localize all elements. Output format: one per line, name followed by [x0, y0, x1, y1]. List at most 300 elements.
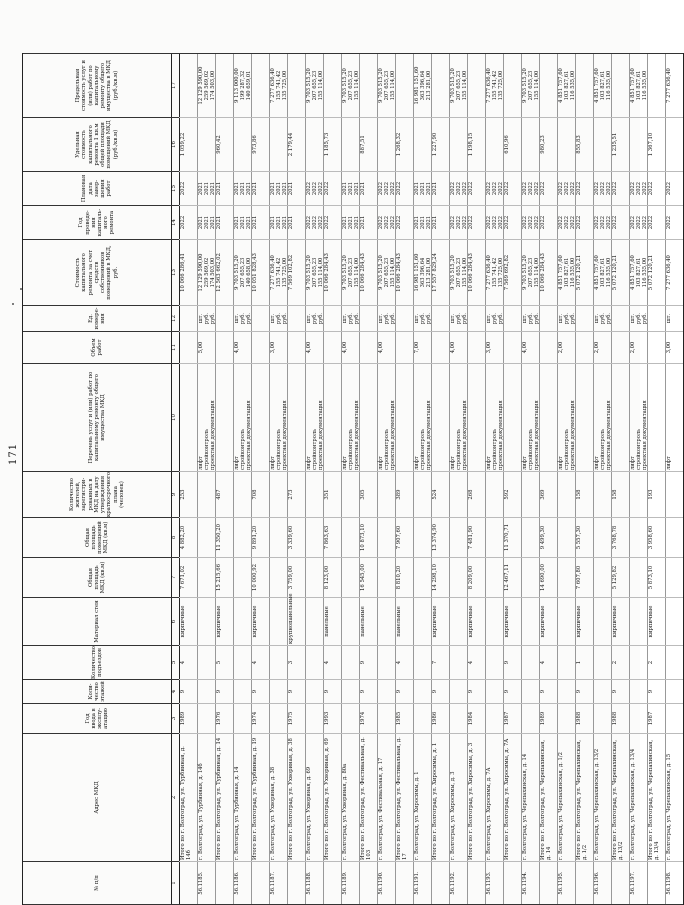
table-cell: 2021 2021 2021: [197, 205, 215, 239]
column-number: 13: [170, 239, 179, 305]
table-cell: панельные: [395, 597, 413, 645]
table-cell: [179, 305, 197, 331]
table-cell: [269, 703, 287, 733]
table-cell: 2022 2022 2022: [485, 205, 503, 239]
table-cell: 1 235,51: [611, 117, 629, 171]
table-cell: 56.1194.: [521, 861, 539, 905]
table-cell: 389: [395, 471, 413, 517]
table-cell: Итого по г. Волгоград, ул. Черепахинская, д. 1/2: [575, 733, 593, 861]
table-cell: 2022: [467, 171, 485, 205]
table-cell: 10 066 284,43: [539, 239, 557, 305]
column-number: 11: [170, 331, 179, 363]
table-cell: 2021: [287, 205, 305, 239]
table-cell: 9 703 515,20 207 655,23 155 114,00: [521, 239, 539, 305]
column-header: Количество жителей, зарегистри-рованных в МКД на дату утверждения краткосрочного плана (человек): [23, 471, 171, 517]
table-cell: 12 129 590,00 259 569,02 174 503,00: [197, 239, 215, 305]
table-cell: [269, 679, 287, 703]
table-cell: [629, 679, 647, 703]
table-cell: 351: [323, 471, 341, 517]
table-cell: 1974: [359, 703, 377, 733]
table-cell: 3,00: [665, 331, 683, 363]
table-cell: 9 499,30: [539, 517, 557, 557]
table-cell: 253: [179, 471, 197, 517]
table-cell: 2022 2022 2022: [305, 205, 323, 239]
table-cell: 2021: [431, 205, 449, 239]
table-cell: [359, 861, 377, 905]
table-cell: кирпичные: [251, 597, 269, 645]
table-cell: [575, 331, 593, 363]
table-cell: [341, 645, 359, 679]
table-cell: 158: [575, 471, 593, 517]
table-cell: 9 703 515,20 207 655,23 155 114,00: [341, 53, 359, 117]
table-cell: [467, 305, 485, 331]
table-cell: 9: [503, 645, 521, 679]
table-cell: кирпичные: [179, 597, 197, 645]
table-cell: 193: [647, 471, 665, 517]
table-cell: [233, 597, 251, 645]
table-cell: 2: [611, 645, 629, 679]
table-cell: 708: [251, 471, 269, 517]
table-cell: 9 703 515,20 207 655,23 155 114,00: [305, 53, 323, 117]
table-cell: 56.1193.: [485, 861, 503, 905]
table-cell: [629, 117, 647, 171]
table-cell: [341, 517, 359, 557]
table-cell: [611, 363, 629, 471]
table-cell: 2021: [251, 171, 269, 205]
table-cell: 610,96: [503, 117, 521, 171]
table-cell: 10 873,10: [359, 517, 377, 557]
table-cell: 5 072 120,21: [611, 239, 629, 305]
table-row: [269, 53, 287, 905]
table-cell: 7,00: [413, 331, 431, 363]
table-cell: [485, 597, 503, 645]
table-cell: шт. руб. руб.: [485, 305, 503, 331]
table-cell: Итого по г. Волгоград, ул. Черепахинская, д. 14: [539, 733, 557, 861]
table-cell: [377, 557, 395, 597]
table-cell: 7 569 692,82: [503, 239, 521, 305]
table-cell: 3: [287, 645, 305, 679]
scan-speck: [12, 303, 14, 305]
table-cell: 2022: [395, 171, 413, 205]
table-cell: 1 059,22: [179, 117, 197, 171]
table-cell: [485, 471, 503, 517]
table-cell: [629, 471, 647, 517]
table-cell: 3 759,00: [287, 557, 305, 597]
table-cell: 7: [431, 645, 449, 679]
table-cell: 3 958,60: [647, 517, 665, 557]
table-cell: [377, 679, 395, 703]
column-header: Год ввода в эксплу-атацию: [23, 703, 171, 733]
table-cell: 9: [539, 679, 557, 703]
table-cell: 2022 2022 2022: [521, 205, 539, 239]
table-cell: [251, 53, 269, 117]
table-cell: 855,83: [575, 117, 593, 171]
table-cell: кирпичные: [647, 597, 665, 645]
table-cell: [197, 517, 215, 557]
table-cell: [323, 305, 341, 331]
table-cell: [503, 53, 521, 117]
table-cell: шт. руб. руб.: [521, 305, 539, 331]
table-cell: [233, 517, 251, 557]
table-cell: [557, 557, 575, 597]
table-total-row: [251, 53, 269, 905]
table-cell: [341, 703, 359, 733]
table-cell: кирпичные: [611, 597, 629, 645]
table-cell: 4: [323, 645, 341, 679]
table-cell: [647, 53, 665, 117]
table-cell: [287, 53, 305, 117]
table-cell: 2022 2022 2022: [305, 171, 323, 205]
table-cell: 56.1189.: [341, 861, 359, 905]
table-cell: 56.1187.: [269, 861, 287, 905]
table-cell: 1988: [575, 703, 593, 733]
table-cell: [251, 363, 269, 471]
table-cell: шт. руб. руб.: [197, 305, 215, 331]
column-number: 10: [170, 363, 179, 471]
table-row: [305, 53, 323, 905]
table-cell: [233, 645, 251, 679]
table-cell: 15 215,66: [215, 557, 233, 597]
table-cell: 2021 2021 2021: [413, 205, 431, 239]
table-cell: [665, 117, 683, 171]
table-cell: 2022: [395, 205, 413, 239]
table-cell: панельные: [359, 597, 377, 645]
table-cell: 2022 2022 2022: [485, 171, 503, 205]
table-cell: [629, 557, 647, 597]
table-cell: [395, 53, 413, 117]
table-cell: 4 882,20: [179, 517, 197, 557]
table-total-row: [611, 53, 629, 905]
table-cell: 2022: [539, 205, 557, 239]
table-cell: 1: [575, 645, 593, 679]
table-cell: [449, 557, 467, 597]
table-cell: [251, 305, 269, 331]
table-cell: Итого по г. Волгоград, ул. Турбинная, д. 14б: [179, 733, 197, 861]
table-cell: 8 810,20: [395, 557, 413, 597]
table-cell: 1989: [179, 703, 197, 733]
table-cell: 1987: [503, 703, 521, 733]
table-cell: г. Волгоград, ул. Черепахинская, д. 14: [521, 733, 539, 861]
table-cell: 12 467,11: [503, 557, 521, 597]
table-cell: [179, 363, 197, 471]
table-cell: [215, 331, 233, 363]
table-cell: 2021 2021 2021: [341, 171, 359, 205]
table-cell: 7 607,80: [575, 557, 593, 597]
table-cell: 56.1188.: [305, 861, 323, 905]
table-cell: лифт стройконтроль проектная документация: [341, 363, 359, 471]
table-cell: г. Волгоград, ул. Черепахинская, д. 13/4: [629, 733, 647, 861]
table-cell: 9: [359, 679, 377, 703]
table-cell: [215, 305, 233, 331]
table-cell: [215, 363, 233, 471]
table-cell: кирпичные: [467, 597, 485, 645]
table-cell: г. Волгоград, ул. Фестивальная, д. 17: [377, 733, 395, 861]
table-cell: шт.: [665, 305, 683, 331]
table-cell: 7 277 636,40 155 741,42 135 725,00: [485, 239, 503, 305]
table-cell: лифт: [665, 363, 683, 471]
table-cell: [305, 645, 323, 679]
table-cell: [233, 471, 251, 517]
table-total-row: [287, 53, 305, 905]
table-cell: [251, 331, 269, 363]
table-cell: [593, 117, 611, 171]
table-cell: 7 277 636,40: [665, 239, 683, 305]
table-cell: 10 066 284,43: [323, 239, 341, 305]
table-cell: [629, 597, 647, 645]
table-cell: шт. руб. руб.: [377, 305, 395, 331]
table-total-row: [503, 53, 521, 905]
table-cell: 11 350,20: [215, 517, 233, 557]
table-cell: 56.1191.: [413, 861, 431, 905]
table-total-row: [647, 53, 665, 905]
table-cell: 2021: [287, 171, 305, 205]
table-cell: 1989: [539, 703, 557, 733]
table-cell: 4 851 757,60 103 827,61 116 535,00: [593, 53, 611, 117]
table-cell: 8 123,00: [323, 557, 341, 597]
table-cell: [395, 305, 413, 331]
table-cell: [395, 861, 413, 905]
column-header: Стоимость капитального ремонта за счет средств собственников помещений в МКД, руб.: [23, 239, 171, 305]
table-cell: 2022: [179, 205, 197, 239]
table-cell: [341, 557, 359, 597]
table-cell: [647, 861, 665, 905]
table-cell: 14 298,10: [431, 557, 449, 597]
table-cell: 2021: [359, 171, 377, 205]
table-cell: Итого по г. Волгоград, ул. Турбинная, д. 19: [251, 733, 269, 861]
table-cell: 5: [215, 645, 233, 679]
table-cell: 2021: [215, 205, 233, 239]
table-cell: лифт стройконтроль проектная документация: [269, 363, 287, 471]
table-cell: 369: [539, 471, 557, 517]
page-number: 171: [8, 442, 19, 465]
table-cell: [557, 597, 575, 645]
table-cell: 1975: [287, 703, 305, 733]
column-number: 5: [170, 645, 179, 679]
table-cell: [431, 53, 449, 117]
table-cell: 9 703 515,20 207 655,23 155 114,00: [305, 239, 323, 305]
table-cell: 4: [179, 645, 197, 679]
table-cell: [215, 53, 233, 117]
table-cell: 2022: [611, 171, 629, 205]
table-cell: [197, 557, 215, 597]
column-number: 12: [170, 305, 179, 331]
column-header: Адрес МКД: [23, 733, 171, 861]
table-cell: [431, 861, 449, 905]
table-cell: 10 000,92: [251, 557, 269, 597]
table-row: [377, 53, 395, 905]
table-cell: лифт стройконтроль проектная документация: [197, 363, 215, 471]
table-cell: [413, 471, 431, 517]
table-cell: [269, 557, 287, 597]
table-cell: 13 374,90: [431, 517, 449, 557]
table-cell: [197, 679, 215, 703]
table-cell: 4,00: [521, 331, 539, 363]
table-cell: [521, 645, 539, 679]
table-cell: [305, 471, 323, 517]
table-cell: 7 277 636,40: [665, 53, 683, 117]
table-cell: г. Волгоград, ул. Ухвориная, д. 38: [269, 733, 287, 861]
table-cell: 2022: [575, 171, 593, 205]
table-cell: [611, 861, 629, 905]
table-cell: [629, 703, 647, 733]
table-cell: [611, 331, 629, 363]
table-cell: г. Волгоград, ул. Черепахинская, д. 15: [665, 733, 683, 861]
table-cell: [503, 861, 521, 905]
table-cell: 2,00: [557, 331, 575, 363]
table-cell: 9 703 515,20 207 655,23 155 114,00: [449, 53, 467, 117]
table-cell: 2 179,44: [287, 117, 305, 171]
table-cell: лифт стройконтроль проектная документация: [305, 363, 323, 471]
table-cell: [377, 517, 395, 557]
table-cell: 11 370,71: [503, 517, 521, 557]
table-cell: 2022: [539, 171, 557, 205]
table-cell: 2021 2021 2021: [269, 205, 287, 239]
table-cell: Итого по г. Волгоград, ул. Хиросимы, д. 1: [431, 733, 449, 861]
table-cell: [323, 363, 341, 471]
table-cell: шт. руб. руб.: [557, 305, 575, 331]
table-cell: [359, 305, 377, 331]
table-cell: [323, 861, 341, 905]
table-cell: 2,00: [629, 331, 647, 363]
table-cell: [233, 117, 251, 171]
table-cell: [305, 557, 323, 597]
table-cell: 2021 2021 2021: [413, 171, 431, 205]
table-row: [197, 53, 215, 905]
table-row: [485, 53, 503, 905]
table-cell: Итого по г. Волгоград, ул. Хиросимы, д. 7А: [503, 733, 521, 861]
table-cell: [539, 363, 557, 471]
table-cell: [287, 331, 305, 363]
table-cell: [557, 679, 575, 703]
table-cell: лифт стройконтроль проектная документация: [377, 363, 395, 471]
column-header: Удельная стоимость капитального ремонта 1 кв.м общей площади помещений МКД (руб./кв.м): [23, 117, 171, 171]
table-cell: 2021: [359, 205, 377, 239]
table-cell: [593, 557, 611, 597]
table-cell: [269, 471, 287, 517]
table-cell: 2021: [215, 171, 233, 205]
table-cell: шт. руб. руб.: [629, 305, 647, 331]
table-cell: [629, 645, 647, 679]
table-cell: 56.1190.: [377, 861, 395, 905]
table-cell: 4,00: [449, 331, 467, 363]
column-number: 15: [170, 171, 179, 205]
table-cell: [305, 679, 323, 703]
table-cell: [665, 645, 683, 679]
table-cell: 9: [215, 679, 233, 703]
column-number: 14: [170, 205, 179, 239]
table-cell: 1984: [467, 703, 485, 733]
table-cell: [215, 861, 233, 905]
column-header: Материал стен: [23, 597, 171, 645]
table-cell: [593, 703, 611, 733]
table-cell: [521, 117, 539, 171]
table-cell: 2022: [665, 205, 683, 239]
table-cell: 16 981 151,60 363 396,64 213 281,00: [413, 53, 431, 117]
table-cell: 2022: [647, 171, 665, 205]
table-cell: 9: [431, 679, 449, 703]
table-cell: [647, 363, 665, 471]
column-header: Год проведе-ния капиталь-ного ремонта: [23, 205, 171, 239]
table-cell: [413, 597, 431, 645]
table-total-row: [323, 53, 341, 905]
table-cell: [665, 471, 683, 517]
table-cell: 2021 2021 2021: [233, 205, 251, 239]
table-cell: лифт стройконтроль проектная документация: [629, 363, 647, 471]
table-cell: 2022 2022 2022: [629, 171, 647, 205]
table-cell: шт. руб. руб.: [593, 305, 611, 331]
table-header: [22, 53, 172, 905]
table-cell: [575, 861, 593, 905]
table-row: [557, 53, 575, 905]
table-cell: 12 129 590,00 259 569,02 174 503,00: [197, 53, 215, 117]
table-cell: [629, 517, 647, 557]
table-cell: [269, 517, 287, 557]
table-cell: 2021 2021 2021: [341, 205, 359, 239]
table-cell: Итого по г. Волгоград, ул. Ухвориная, д. 38: [287, 733, 305, 861]
table-cell: 2022: [467, 205, 485, 239]
table-cell: 2022 2022 2022: [629, 205, 647, 239]
table-total-row: [395, 53, 413, 905]
table-cell: [521, 517, 539, 557]
table-row: [413, 53, 431, 905]
table-total-row: [575, 53, 593, 905]
table-cell: 3 768,78: [611, 517, 629, 557]
table-cell: 2022: [503, 205, 521, 239]
table-cell: 7 569 102,82: [287, 239, 305, 305]
table-cell: 4 851 757,60 103 827,61 116 535,00: [629, 239, 647, 305]
table-cell: 887,51: [359, 117, 377, 171]
table-cell: [305, 117, 323, 171]
table-cell: [593, 597, 611, 645]
table-cell: [431, 305, 449, 331]
table-cell: 158: [611, 471, 629, 517]
column-number: 9: [170, 471, 179, 517]
table-cell: 2021: [251, 205, 269, 239]
table-cell: [449, 679, 467, 703]
table-cell: 2022: [611, 205, 629, 239]
table-cell: [197, 597, 215, 645]
table-cell: 9: [575, 679, 593, 703]
table-cell: кирпичные: [575, 597, 593, 645]
table-cell: [557, 117, 575, 171]
table-cell: [323, 53, 341, 117]
table-row: [521, 53, 539, 905]
table-cell: 3 339,60: [287, 517, 305, 557]
table-cell: [377, 703, 395, 733]
table-cell: [269, 597, 287, 645]
table-cell: [557, 471, 575, 517]
table-cell: 4: [539, 645, 557, 679]
table-cell: 2021 2021 2021: [269, 171, 287, 205]
table-cell: кирпичные: [503, 597, 521, 645]
table-cell: 4: [467, 645, 485, 679]
table-cell: [449, 471, 467, 517]
table-cell: Итого по г. Волгоград, ул. Ухвориная, д. 69: [323, 733, 341, 861]
table-cell: Итого по г. Волгоград, ул. Черепахинская, д. 13/4: [647, 733, 665, 861]
table-cell: 1 198,15: [467, 117, 485, 171]
table-cell: [575, 53, 593, 117]
table-cell: 2022 2022 2022: [593, 205, 611, 239]
table-cell: 7 481,90: [467, 517, 485, 557]
table-cell: 592: [503, 471, 521, 517]
table-cell: [413, 557, 431, 597]
table-total-row: [431, 53, 449, 905]
table-cell: 1986: [431, 703, 449, 733]
table-cell: 1 268,32: [395, 117, 413, 171]
table-cell: 12 563 662,02: [215, 239, 233, 305]
table-cell: 56.1196.: [593, 861, 611, 905]
table-cell: [449, 597, 467, 645]
